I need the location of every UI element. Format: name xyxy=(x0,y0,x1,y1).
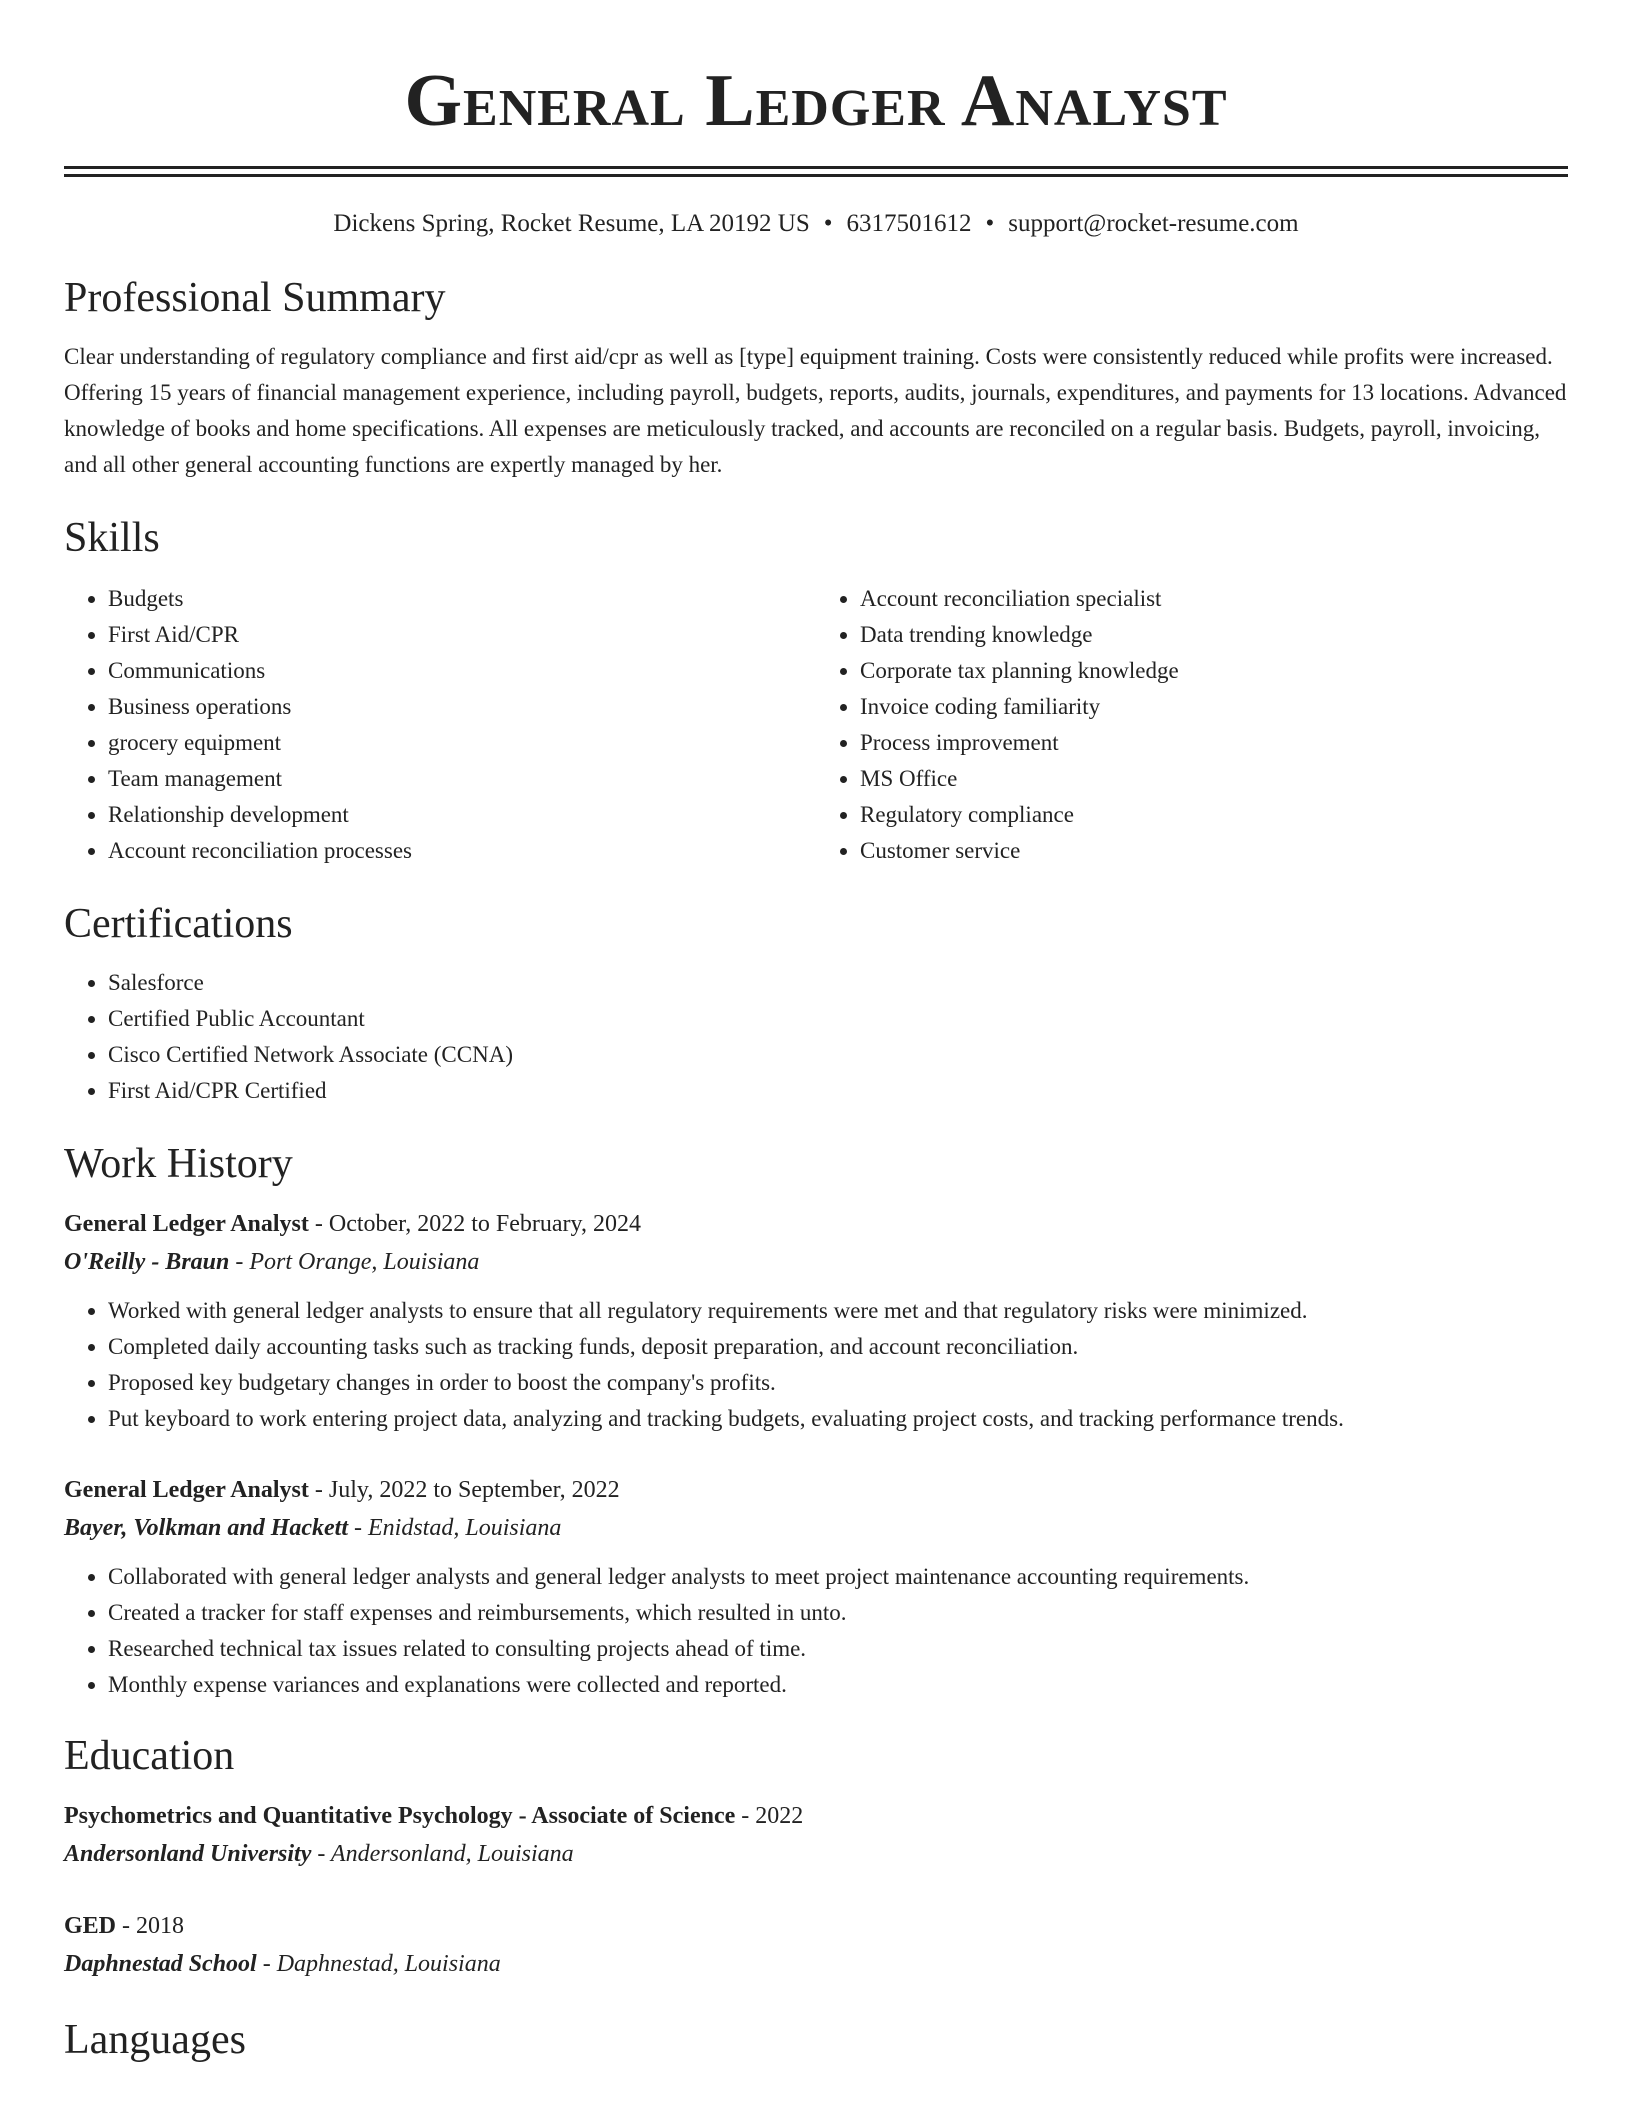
job-bullet: • Proposed key budgetary changes in order to boost the company's profits. xyxy=(108,1365,1568,1401)
job-bullets xyxy=(64,1559,1568,1703)
skill-item: • Invoice coding familiarity xyxy=(860,689,1568,725)
skill-item: • Relationship development xyxy=(108,797,816,833)
job-role: General Ledger Analyst xyxy=(64,1211,309,1237)
education-year: - 2018 xyxy=(116,1913,185,1939)
job-bullet: • Put keyboard to work entering project data, analyzing and tracking budgets, evaluating project costs, and tracking performance trends. xyxy=(108,1401,1568,1437)
job-bullet: • Researched technical tax issues related to consulting projects ahead of time. xyxy=(108,1631,1568,1667)
job-company: Bayer, Volkman and Hackett xyxy=(64,1515,349,1541)
skills-right-list xyxy=(816,581,1568,869)
languages-heading: Languages xyxy=(64,2017,246,2063)
skill-item: • grocery equipment xyxy=(108,725,816,761)
job-company-line xyxy=(64,1509,1568,1547)
education-degree: GED xyxy=(64,1913,117,1939)
job-location: - Port Orange, Louisiana xyxy=(229,1249,480,1275)
skill-item: • Corporate tax planning knowledge xyxy=(860,653,1568,689)
skill-item: • Account reconciliation processes xyxy=(108,833,816,869)
title-double-rule xyxy=(64,166,1568,177)
skill-item: • Budgets xyxy=(108,581,816,617)
contact-email: support@rocket-resume.com xyxy=(1008,210,1299,237)
summary-text: Clear understanding of regulatory compliance and first aid/cpr as well as [type] equipment training. Costs were consistently reduced while profits were increased. Offering 15 years of financial management experience, including payroll, budgets, reports, audits, journals, expenditures, and payments for 13 locations. Advanced knowledge of books and home specifications. All expenses are meticulously tracked, and accounts are reconciled on a regular basis. Budgets, payroll, invoicing, and all other general accounting functions are expertly managed by her. xyxy=(64,344,1567,477)
skill-item: • Business operations xyxy=(108,689,816,725)
skill-item: • Account reconciliation specialist xyxy=(860,581,1568,617)
job-location: - Enidstad, Louisiana xyxy=(348,1515,562,1541)
education-school: Andersonland University xyxy=(64,1841,312,1867)
skills-heading: Skills xyxy=(64,515,160,561)
skill-item: • Data trending knowledge xyxy=(860,617,1568,653)
contact-line xyxy=(64,207,1568,241)
education-location: - Daphnestad, Louisiana xyxy=(256,1951,501,1977)
education-degree-line xyxy=(64,1907,1568,1945)
job-bullet: • Created a tracker for staff expenses and reimbursements, which resulted in unto. xyxy=(108,1595,1568,1631)
work-history-heading: Work History xyxy=(64,1141,293,1187)
education-entry xyxy=(64,1797,1568,1873)
job-entry xyxy=(64,1471,1568,1703)
education-entry xyxy=(64,1907,1568,1983)
resume-title: General Ledger Analyst xyxy=(404,60,1228,142)
certification-item: • Certified Public Accountant xyxy=(108,1001,1568,1037)
job-title-line xyxy=(64,1205,1568,1243)
skill-item: • First Aid/CPR xyxy=(108,617,816,653)
skills-left-list xyxy=(64,581,816,869)
education-year: - 2022 xyxy=(735,1803,804,1829)
job-company: O'Reilly - Braun xyxy=(64,1249,230,1275)
skill-item: • Communications xyxy=(108,653,816,689)
certification-item: • Cisco Certified Network Associate (CCNA) xyxy=(108,1037,1568,1073)
contact-separator: • xyxy=(823,210,833,237)
skills-columns xyxy=(64,581,1568,869)
job-dates: - October, 2022 to February, 2024 xyxy=(308,1211,641,1237)
certification-item: • First Aid/CPR Certified xyxy=(108,1073,1568,1109)
education-location: - Andersonland, Louisiana xyxy=(311,1841,574,1867)
job-bullet: • Collaborated with general ledger analysts and general ledger analysts to meet project maintenance accounting requirements. xyxy=(108,1559,1568,1595)
job-role: General Ledger Analyst xyxy=(64,1477,309,1503)
skill-item: • Team management xyxy=(108,761,816,797)
job-bullets xyxy=(64,1293,1568,1437)
skill-item: • Process improvement xyxy=(860,725,1568,761)
summary-heading: Professional Summary xyxy=(64,275,446,321)
job-title-line xyxy=(64,1471,1568,1509)
job-company-line xyxy=(64,1243,1568,1281)
certification-item: • Salesforce xyxy=(108,965,1568,1001)
education-school-line xyxy=(64,1835,1568,1873)
skill-item: • MS Office xyxy=(860,761,1568,797)
job-bullet: • Worked with general ledger analysts to ensure that all regulatory requirements were met and that regulatory risks were minimized. xyxy=(108,1293,1568,1329)
education-degree-line xyxy=(64,1797,1568,1835)
education-school-line xyxy=(64,1945,1568,1983)
contact-separator: • xyxy=(985,210,995,237)
education-school: Daphnestad School xyxy=(64,1951,257,1977)
job-bullet: • Monthly expense variances and explanations were collected and reported. xyxy=(108,1667,1568,1703)
certifications-list xyxy=(64,965,1568,1109)
contact-address: Dickens Spring, Rocket Resume, LA 20192 US xyxy=(333,210,810,237)
education-degree: Psychometrics and Quantitative Psychology - Associate of Science xyxy=(64,1803,736,1829)
skill-item: • Regulatory compliance xyxy=(860,797,1568,833)
job-bullet: • Completed daily accounting tasks such as tracking funds, deposit preparation, and account reconciliation. xyxy=(108,1329,1568,1365)
job-entry xyxy=(64,1205,1568,1437)
education-heading: Education xyxy=(64,1733,235,1779)
certifications-heading: Certifications xyxy=(64,901,293,947)
skill-item: • Customer service xyxy=(860,833,1568,869)
contact-phone: 6317501612 xyxy=(846,210,972,237)
job-dates: - July, 2022 to September, 2022 xyxy=(308,1477,620,1503)
